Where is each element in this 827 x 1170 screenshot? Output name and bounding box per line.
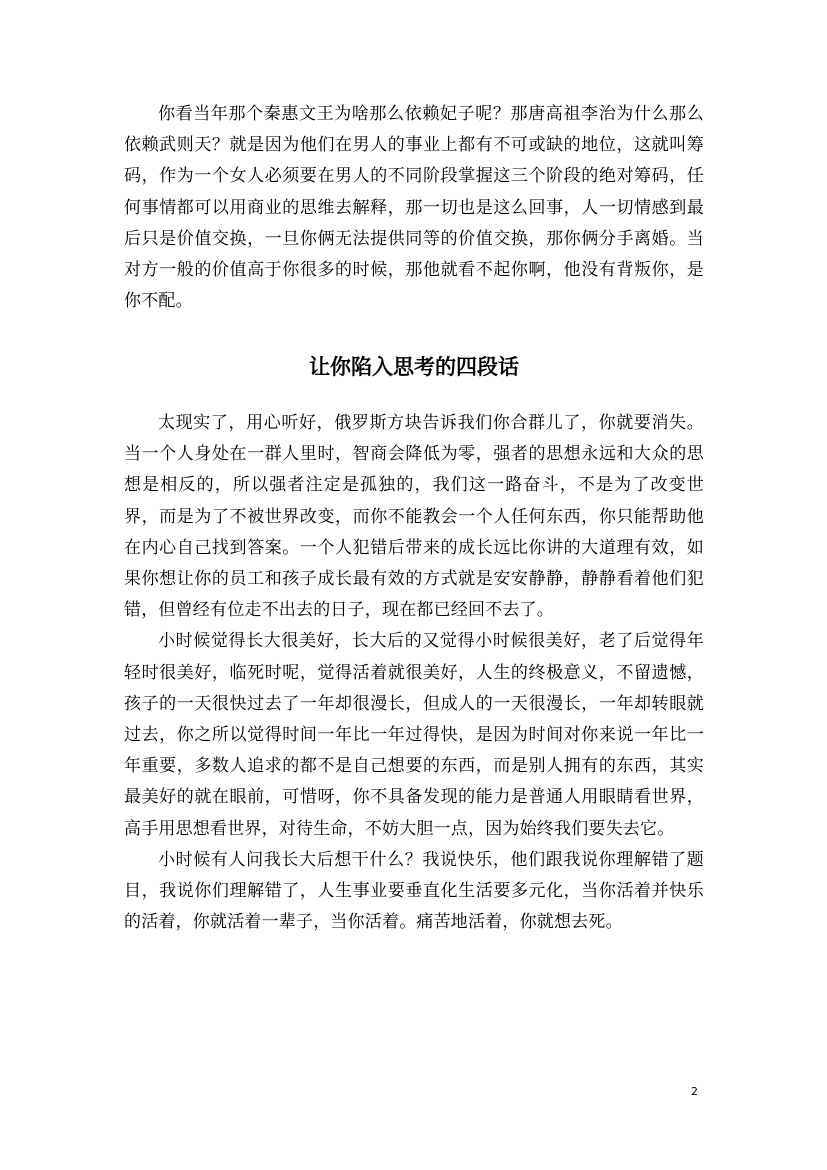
body-paragraph-1: 太现实了，用心听好，俄罗斯方块告诉我们你合群儿了，你就要消失。当一个人身处在一群人里时，智商会降低为零，强者的思想永远和大众的思想是相反的，所以强者注定是孤独的，我们这一路奋斗，不是为了改变世界，而是为了不被世界改变，而你不能教会一个人任何东西，你只能帮助他在内心自己找到答案。一个人犯错后带来的成长远比你讲的大道理有效，如果你想让你的员工和孩子成长最有效的方式就是安安静静，静静看着他们犯错，但曾经有位走不出去的日子，现在都已经回不去了。 (124, 413, 704, 621)
body-paragraph-2: 小时候觉得长大很美好，长大后的又觉得小时候很美好，老了后觉得年轻时很美好，临死时呢，觉得活着就很美好，人生的终极意义，不留遗憾，孩子的一天很快过去了一年却很漫长，但成人的一天很漫长，一年却转眼就过去，你之所以觉得时间一年比一年过得快，是因为时间对你来说一年比一年重要，多数人追求的都不是自己想要的东西，而是别人拥有的东西，其实最美好的就在眼前，可惜呀，你不具备发现的能力是普通人用眼睛看世界，高手用思想看世界，对待生命，不妨大胆一点，因为始终我们要失去它。 (124, 631, 704, 839)
body-paragraph-3: 小时候有人问我长大后想干什么？我说快乐，他们跟我说你理解错了题目，我说你们理解错了，人生事业要垂直化生活要多元化，当你活着并快乐的活着，你就活着一辈子，当你活着。痛苦地活着，你就想去死。 (124, 849, 704, 933)
section-body (124, 408, 704, 938)
intro-paragraph: 你看当年那个秦惠文王为啥那么依赖妃子呢？那唐高祖李治为什么那么依赖武则天？就是因为他们在男人的事业上都有不可或缺的地位，这就叫筹码，作为一个女人必须要在男人的不同阶段掌握这三个阶段的绝对筹码，任何事情都可以用商业的思维去解释，那一切也是这么回事，人一切情感到最后只是价值交换，一旦你俩无法提供同等的价值交换，那你俩分手离婚。当对方一般的价值高于你很多的时候，那他就看不起你啊，他没有背叛你，是你不配。 (124, 104, 704, 312)
section-title: 让你陷入思考的四段话 (309, 355, 519, 379)
page-number: 2 (691, 1085, 698, 1098)
intro-section (124, 99, 704, 317)
